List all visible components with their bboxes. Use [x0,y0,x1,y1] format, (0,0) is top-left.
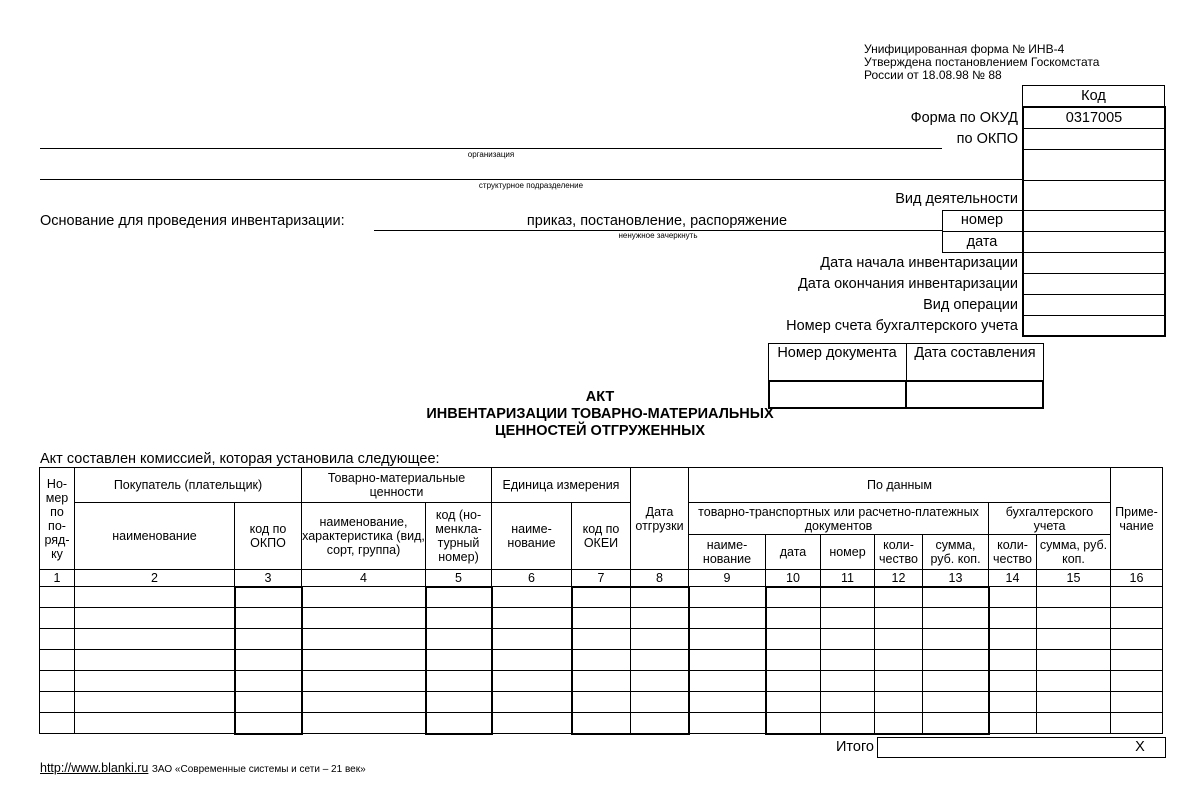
table-cell[interactable] [875,671,923,692]
table-cell[interactable] [302,629,426,650]
document-title [300,389,900,440]
note-header: Приме-чание [1111,468,1163,570]
table-cell[interactable] [492,650,572,671]
table-cell[interactable] [235,692,302,713]
column-number: 14 [989,570,1037,587]
table-cell[interactable] [75,629,235,650]
division-caption: структурное подразделение [478,181,584,190]
table-cell[interactable] [1111,650,1163,671]
table-cell[interactable] [302,650,426,671]
table-cell[interactable] [75,587,235,608]
accounting-header: бухгалтерского учета [989,503,1111,535]
table-cell[interactable] [75,608,235,629]
table-cell[interactable] [235,629,302,650]
table-row [40,713,1163,734]
total-note: Х [1135,739,1145,755]
table-cell[interactable] [492,608,572,629]
title-line3: ЦЕННОСТЕЙ ОТГРУЖЕННЫХ [494,423,706,439]
total-label: Итого [836,739,874,755]
table-cell[interactable] [1037,713,1111,734]
buyer-header: Покупатель (плательщик) [75,468,302,503]
table-cell[interactable] [821,650,875,671]
table-cell[interactable] [766,671,821,692]
column-numbers-row [40,570,1163,587]
table-cell[interactable] [492,671,572,692]
table-row [40,587,1163,608]
table-cell[interactable] [989,650,1037,671]
table-cell[interactable] [572,629,631,650]
goods-header: Товарно-материальные ценности [302,468,492,503]
buyer-name-header: наименование [75,503,235,570]
unit-header: Единица измерения [492,468,631,503]
t-qty-header: коли-чество [875,535,923,570]
table-cell[interactable] [426,650,492,671]
table-cell[interactable] [492,587,572,608]
table-cell[interactable] [1037,671,1111,692]
column-number: 2 [75,570,235,587]
table-cell[interactable] [631,608,689,629]
table-cell[interactable] [235,587,302,608]
table-cell[interactable] [631,587,689,608]
table-cell[interactable] [875,587,923,608]
number-label: номер [960,212,1004,228]
form-header-line1: Унифицированная форма № ИНВ-4 [864,42,1065,56]
okud-label: Форма по ОКУД [910,110,1018,126]
table-cell[interactable] [989,587,1037,608]
table-cell[interactable] [989,629,1037,650]
table-cell[interactable] [821,629,875,650]
transport-header: товарно-транспортных или расчетно-платежных документов [689,503,989,535]
intro-text: Акт составлен комиссией, которая установила следующее: [40,451,440,467]
table-row [40,608,1163,629]
table-cell[interactable] [923,587,989,608]
table-cell[interactable] [989,608,1037,629]
table-cell[interactable] [766,608,821,629]
table-cell[interactable] [689,692,766,713]
table-cell[interactable] [766,713,821,734]
table-cell[interactable] [302,671,426,692]
table-cell[interactable] [821,692,875,713]
table-cell[interactable] [40,650,75,671]
table-cell[interactable] [1111,629,1163,650]
doc-number-header: Номер документа [777,345,897,361]
title-line1: АКТ [585,389,615,405]
table-cell[interactable] [235,608,302,629]
table-cell[interactable] [75,692,235,713]
table-cell[interactable] [989,692,1037,713]
ship-date-header: Дата отгрузки [631,468,689,570]
goods-name-header: наименование, характеристика (вид, сорт, группа) [302,503,426,570]
table-cell[interactable] [572,650,631,671]
end-date-label: Дата окончания инвентаризации [797,276,1018,292]
table-cell[interactable] [492,713,572,734]
table-cell[interactable] [1037,650,1111,671]
column-number: 16 [1111,570,1163,587]
table-cell[interactable] [689,587,766,608]
table-cell[interactable] [426,671,492,692]
table-cell[interactable] [689,629,766,650]
goods-code-header: код (но-менкла-турный номер) [426,503,492,570]
table-cell[interactable] [923,608,989,629]
table-cell[interactable] [1111,587,1163,608]
table-cell[interactable] [875,650,923,671]
table-cell[interactable] [821,671,875,692]
footer-company: ЗАО «Современные системы и сети – 21 век» [151,764,366,775]
table-row [40,692,1163,713]
unit-okei-header: код по ОКЕИ [572,503,631,570]
table-cell[interactable] [1111,671,1163,692]
table-cell[interactable] [766,650,821,671]
inventory-table [39,467,1163,734]
table-cell[interactable] [426,629,492,650]
table-cell[interactable] [40,629,75,650]
table-cell[interactable] [1111,713,1163,734]
t-date-header: дата [766,535,821,570]
start-date-label: Дата начала инвентаризации [820,255,1018,271]
table-cell[interactable] [235,713,302,734]
basis-value[interactable]: приказ, постановление, распоряжение [526,213,788,229]
okud-code-value[interactable]: 0317005 [1065,110,1123,126]
table-cell[interactable] [40,608,75,629]
table-cell[interactable] [689,671,766,692]
column-number: 9 [689,570,766,587]
table-cell[interactable] [75,671,235,692]
form-header-line3: России от 18.08.98 № 88 [864,68,1002,82]
okpo-label: по ОКПО [956,131,1018,147]
operation-label: Вид операции [923,297,1018,313]
table-cell[interactable] [631,692,689,713]
table-row [40,671,1163,692]
table-cell[interactable] [302,608,426,629]
activity-label: Вид деятельности [895,191,1018,207]
by-data-header: По данным [689,468,1111,503]
table-cell[interactable] [40,692,75,713]
table-cell[interactable] [40,671,75,692]
table-cell[interactable] [1111,692,1163,713]
code-box [1022,106,1166,337]
title-line2: ИНВЕНТАРИЗАЦИИ ТОВАРНО-МАТЕРИАЛЬНЫХ [426,406,774,422]
column-number: 8 [631,570,689,587]
unit-name-header: наиме-нование [492,503,572,570]
t-sum-header: сумма, руб. коп. [923,535,989,570]
table-row [40,650,1163,671]
table-cell[interactable] [302,692,426,713]
table-cell[interactable] [1037,587,1111,608]
code-header: Код [1022,85,1165,107]
table-cell[interactable] [302,713,426,734]
table-cell[interactable] [426,713,492,734]
column-number: 7 [572,570,631,587]
column-number: 15 [1037,570,1111,587]
table-cell[interactable] [875,608,923,629]
table-cell[interactable] [631,713,689,734]
table-cell[interactable] [40,713,75,734]
a-qty-header: коли-чество [989,535,1037,570]
basis-caption: ненужное зачеркнуть [618,231,698,240]
table-cell[interactable] [689,608,766,629]
a-sum-header: сумма, руб. коп. [1037,535,1111,570]
table-cell[interactable] [1111,608,1163,629]
table-cell[interactable] [75,713,235,734]
table-cell[interactable] [689,713,766,734]
table-cell[interactable] [572,587,631,608]
table-cell[interactable] [923,629,989,650]
table-cell[interactable] [875,713,923,734]
table-cell[interactable] [766,692,821,713]
table-cell[interactable] [492,629,572,650]
table-row [40,629,1163,650]
table-cell[interactable] [923,713,989,734]
account-label: Номер счета бухгалтерского учета [786,318,1018,334]
column-number: 13 [923,570,989,587]
table-cell[interactable] [572,692,631,713]
table-cell[interactable] [923,650,989,671]
organization-caption: организация [467,150,515,159]
column-number: 12 [875,570,923,587]
table-cell[interactable] [923,671,989,692]
column-number: 5 [426,570,492,587]
basis-label: Основание для проведения инвентаризации: [40,213,345,229]
table-cell[interactable] [631,671,689,692]
table-cell[interactable] [1037,608,1111,629]
table-cell[interactable] [923,692,989,713]
table-cell[interactable] [875,629,923,650]
doc-date-header: Дата составления [914,345,1036,361]
table-cell[interactable] [235,650,302,671]
table-cell[interactable] [821,608,875,629]
form-header-line2: Утверждена постановлением Госкомстата [864,55,1100,69]
t-number-header: номер [821,535,875,570]
date-label: дата [966,234,998,250]
doc-date-field[interactable] [905,380,1044,409]
table-cell[interactable] [426,587,492,608]
table-cell[interactable] [631,629,689,650]
column-number: 1 [40,570,75,587]
column-number: 6 [492,570,572,587]
buyer-okpo-header: код по ОКПО [235,503,302,570]
table-cell[interactable] [1037,629,1111,650]
t-name-header: наиме-нование [689,535,766,570]
table-cell[interactable] [572,671,631,692]
table-cell[interactable] [766,587,821,608]
table-cell[interactable] [302,587,426,608]
column-number: 4 [302,570,426,587]
table-cell[interactable] [989,671,1037,692]
table-cell[interactable] [572,608,631,629]
table-cell[interactable] [426,608,492,629]
table-cell[interactable] [572,713,631,734]
division-line[interactable] [40,179,1022,180]
table-cell[interactable] [821,587,875,608]
organization-line[interactable] [40,148,942,149]
column-number: 3 [235,570,302,587]
form-header [864,43,1099,82]
table-cell[interactable] [492,692,572,713]
footer-link[interactable]: http://www.blanki.ru [40,761,149,775]
column-number: 10 [766,570,821,587]
table-cell[interactable] [689,650,766,671]
table-cell[interactable] [631,650,689,671]
table-cell[interactable] [75,650,235,671]
table-cell[interactable] [766,629,821,650]
table-cell[interactable] [821,713,875,734]
footer [40,761,366,775]
table-cell[interactable] [989,713,1037,734]
table-cell[interactable] [235,671,302,692]
table-cell[interactable] [875,692,923,713]
column-number: 11 [821,570,875,587]
table-cell[interactable] [426,692,492,713]
table-cell[interactable] [40,587,75,608]
col-number-header: Но-мер по по-ряд-ку [40,468,75,570]
table-cell[interactable] [1037,692,1111,713]
